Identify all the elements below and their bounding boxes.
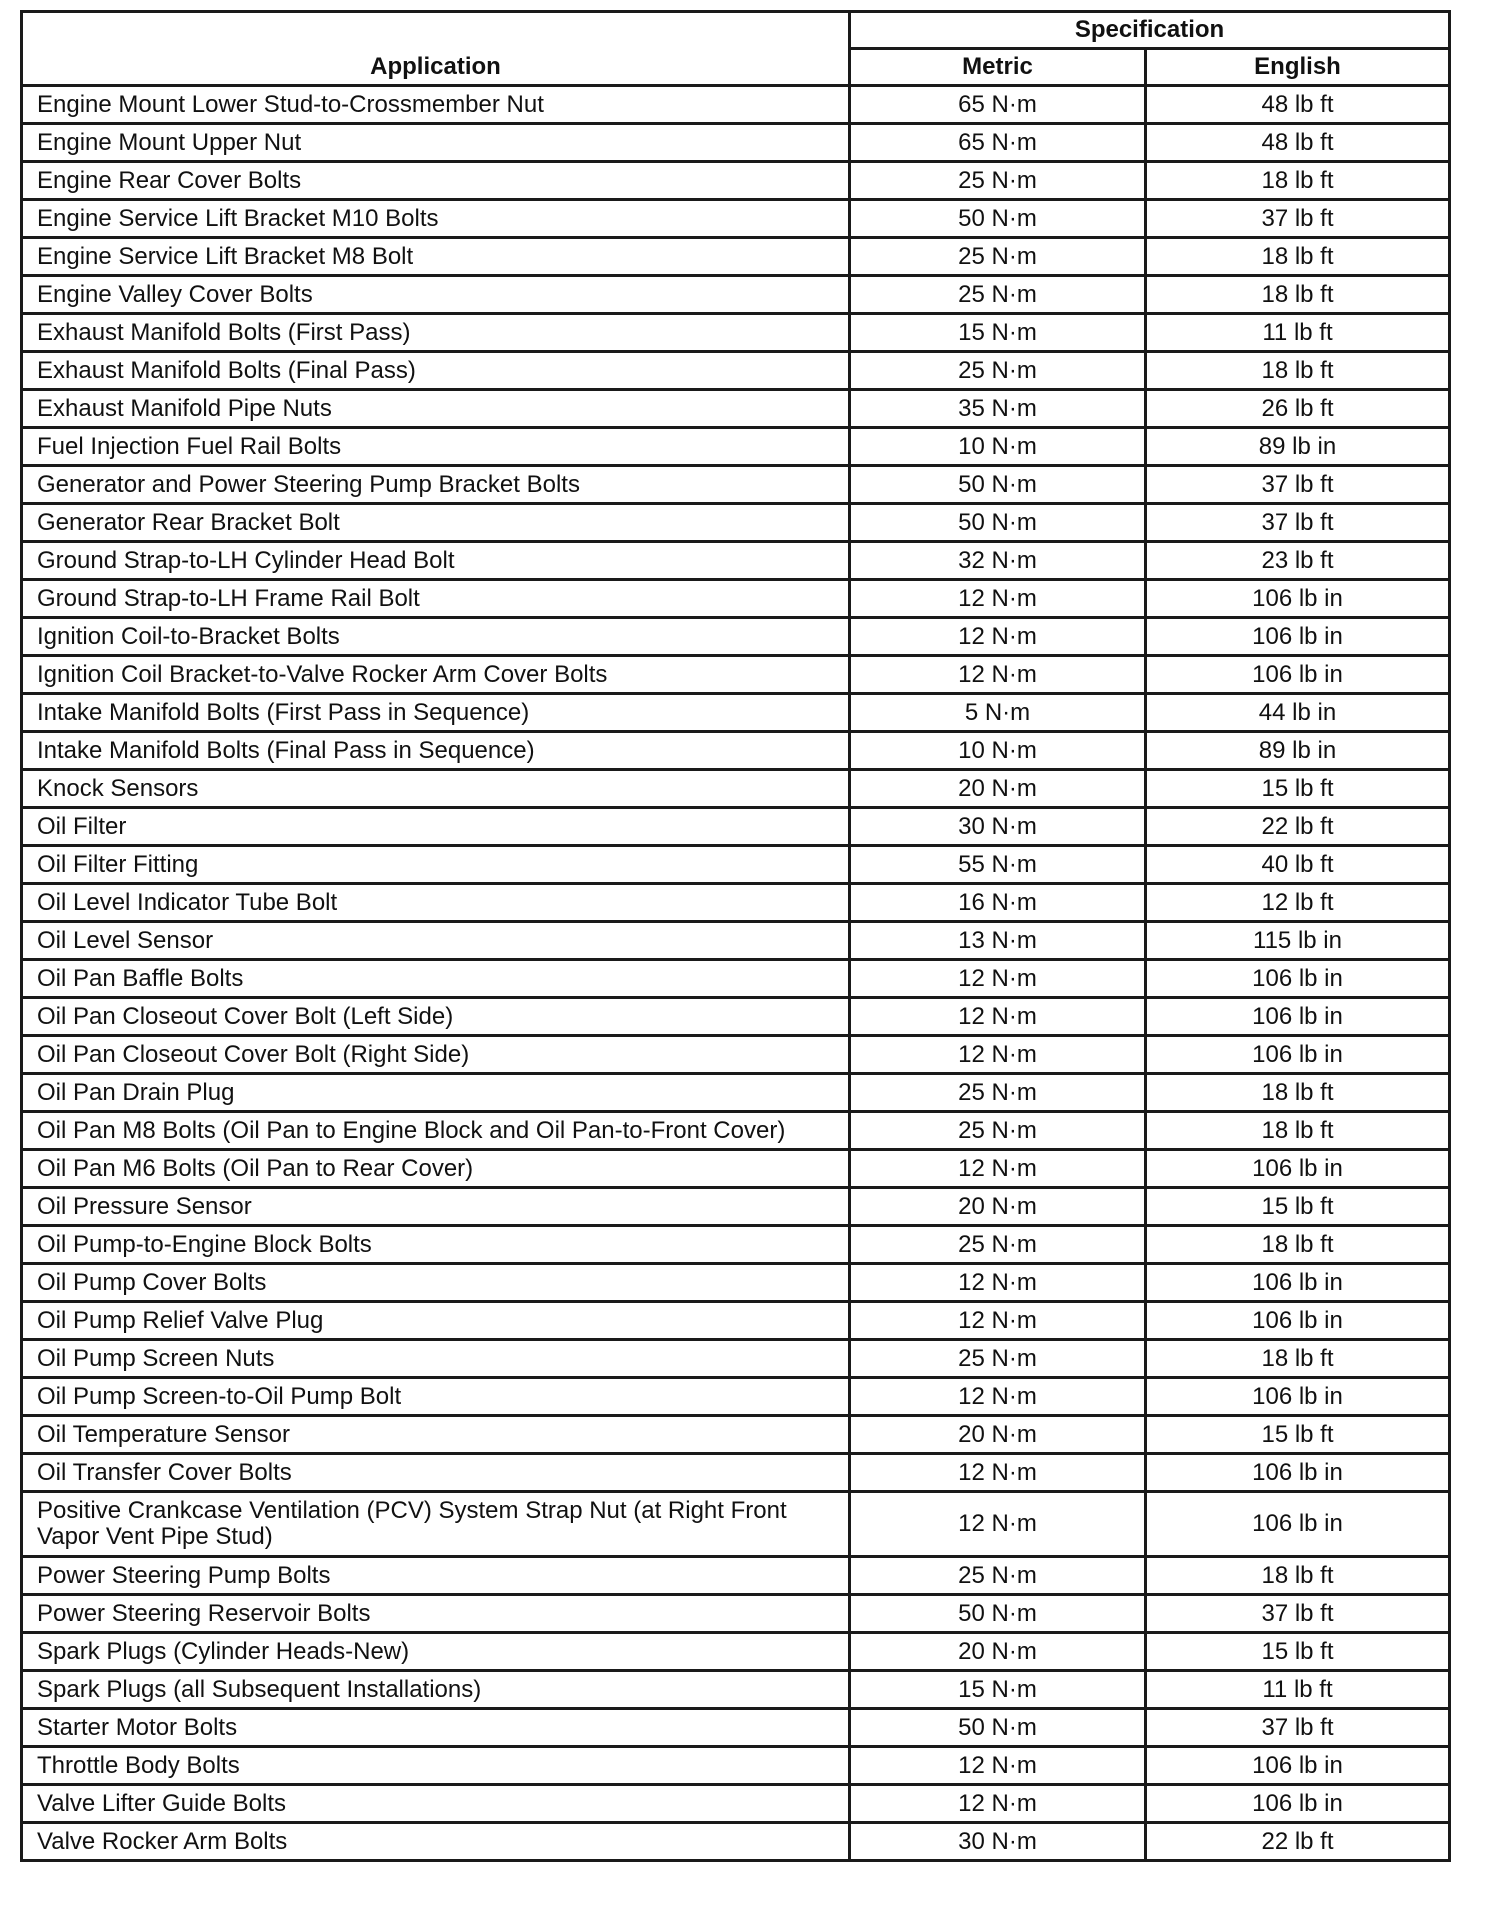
- english-cell: 37 lb ft: [1146, 1595, 1450, 1633]
- english-cell: 37 lb ft: [1146, 1709, 1450, 1747]
- metric-cell: 20 N·m: [850, 1416, 1146, 1454]
- table-row: [22, 1416, 1450, 1454]
- application-cell: Engine Mount Lower Stud-to-Crossmember Nut: [22, 86, 850, 124]
- english-cell: 106 lb in: [1146, 1747, 1450, 1785]
- english-cell: 106 lb in: [1146, 998, 1450, 1036]
- metric-cell: 25 N·m: [850, 1112, 1146, 1150]
- metric-cell: 50 N·m: [850, 1709, 1146, 1747]
- application-cell: Oil Filter Fitting: [22, 846, 850, 884]
- english-cell: 106 lb in: [1146, 1785, 1450, 1823]
- table-row: [22, 1112, 1450, 1150]
- metric-cell: 12 N·m: [850, 618, 1146, 656]
- table-row: [22, 1340, 1450, 1378]
- metric-cell: 12 N·m: [850, 656, 1146, 694]
- english-cell: 106 lb in: [1146, 1378, 1450, 1416]
- table-row: [22, 998, 1450, 1036]
- table-row: [22, 618, 1450, 656]
- application-header: Application: [22, 12, 850, 86]
- application-cell: Oil Pan M6 Bolts (Oil Pan to Rear Cover): [22, 1150, 850, 1188]
- table-row: [22, 352, 1450, 390]
- application-cell: Ignition Coil Bracket-to-Valve Rocker Arm Cover Bolts: [22, 656, 850, 694]
- table-row: [22, 1671, 1450, 1709]
- metric-cell: 15 N·m: [850, 314, 1146, 352]
- metric-cell: 12 N·m: [850, 1264, 1146, 1302]
- table-row: [22, 86, 1450, 124]
- english-cell: 89 lb in: [1146, 428, 1450, 466]
- metric-cell: 12 N·m: [850, 1492, 1146, 1557]
- english-cell: 37 lb ft: [1146, 504, 1450, 542]
- metric-cell: 12 N·m: [850, 1150, 1146, 1188]
- metric-cell: 25 N·m: [850, 1557, 1146, 1595]
- application-cell: Ground Strap-to-LH Cylinder Head Bolt: [22, 542, 850, 580]
- english-cell: 18 lb ft: [1146, 1074, 1450, 1112]
- table-row: [22, 1226, 1450, 1264]
- metric-cell: 65 N·m: [850, 86, 1146, 124]
- metric-cell: 25 N·m: [850, 352, 1146, 390]
- table-row: [22, 884, 1450, 922]
- english-cell: 15 lb ft: [1146, 770, 1450, 808]
- english-cell: 15 lb ft: [1146, 1188, 1450, 1226]
- english-cell: 23 lb ft: [1146, 542, 1450, 580]
- metric-cell: 35 N·m: [850, 390, 1146, 428]
- application-cell: Oil Pump Screen-to-Oil Pump Bolt: [22, 1378, 850, 1416]
- english-cell: 11 lb ft: [1146, 1671, 1450, 1709]
- table-row: [22, 580, 1450, 618]
- table-row: [22, 846, 1450, 884]
- table-row: [22, 162, 1450, 200]
- metric-cell: 50 N·m: [850, 466, 1146, 504]
- metric-cell: 20 N·m: [850, 1188, 1146, 1226]
- metric-cell: 15 N·m: [850, 1671, 1146, 1709]
- metric-cell: 50 N·m: [850, 504, 1146, 542]
- table-row: [22, 1823, 1450, 1861]
- metric-cell: 12 N·m: [850, 1454, 1146, 1492]
- table-row: [22, 808, 1450, 846]
- table-row: [22, 200, 1450, 238]
- english-cell: 40 lb ft: [1146, 846, 1450, 884]
- english-cell: 48 lb ft: [1146, 124, 1450, 162]
- english-cell: 37 lb ft: [1146, 200, 1450, 238]
- english-cell: 18 lb ft: [1146, 1557, 1450, 1595]
- table-row: [22, 960, 1450, 998]
- english-cell: 115 lb in: [1146, 922, 1450, 960]
- english-cell: 26 lb ft: [1146, 390, 1450, 428]
- metric-cell: 12 N·m: [850, 1378, 1146, 1416]
- english-cell: 106 lb in: [1146, 618, 1450, 656]
- table-row: [22, 656, 1450, 694]
- english-cell: 18 lb ft: [1146, 238, 1450, 276]
- metric-cell: 12 N·m: [850, 580, 1146, 618]
- english-cell: 106 lb in: [1146, 960, 1450, 998]
- metric-cell: 10 N·m: [850, 732, 1146, 770]
- english-cell: 12 lb ft: [1146, 884, 1450, 922]
- metric-cell: 25 N·m: [850, 162, 1146, 200]
- application-cell: Power Steering Reservoir Bolts: [22, 1595, 850, 1633]
- table-row: [22, 390, 1450, 428]
- application-cell: Valve Rocker Arm Bolts: [22, 1823, 850, 1861]
- application-cell: Oil Pan M8 Bolts (Oil Pan to Engine Block and Oil Pan-to-Front Cover): [22, 1112, 850, 1150]
- english-cell: 106 lb in: [1146, 580, 1450, 618]
- application-cell: Generator Rear Bracket Bolt: [22, 504, 850, 542]
- metric-cell: 25 N·m: [850, 1074, 1146, 1112]
- table-row: [22, 1633, 1450, 1671]
- metric-cell: 25 N·m: [850, 238, 1146, 276]
- application-cell: Engine Mount Upper Nut: [22, 124, 850, 162]
- table-row: [22, 542, 1450, 580]
- application-cell: Oil Pump-to-Engine Block Bolts: [22, 1226, 850, 1264]
- metric-cell: 25 N·m: [850, 276, 1146, 314]
- metric-cell: 50 N·m: [850, 200, 1146, 238]
- application-cell: Starter Motor Bolts: [22, 1709, 850, 1747]
- metric-cell: 20 N·m: [850, 770, 1146, 808]
- table-row: [22, 1264, 1450, 1302]
- table-row: [22, 1747, 1450, 1785]
- application-cell: Intake Manifold Bolts (Final Pass in Sequence): [22, 732, 850, 770]
- application-cell: Oil Pump Relief Valve Plug: [22, 1302, 850, 1340]
- application-cell: Power Steering Pump Bolts: [22, 1557, 850, 1595]
- metric-cell: 55 N·m: [850, 846, 1146, 884]
- table-row: [22, 314, 1450, 352]
- english-cell: 44 lb in: [1146, 694, 1450, 732]
- english-cell: 18 lb ft: [1146, 276, 1450, 314]
- table-row: [22, 466, 1450, 504]
- table-row: [22, 428, 1450, 466]
- application-cell: Exhaust Manifold Bolts (First Pass): [22, 314, 850, 352]
- table-row: [22, 1709, 1450, 1747]
- english-cell: 106 lb in: [1146, 1036, 1450, 1074]
- metric-cell: 12 N·m: [850, 960, 1146, 998]
- table-header: [22, 12, 1450, 86]
- metric-cell: 50 N·m: [850, 1595, 1146, 1633]
- table-row: [22, 1557, 1450, 1595]
- application-cell: Oil Pan Closeout Cover Bolt (Right Side): [22, 1036, 850, 1074]
- english-cell: 22 lb ft: [1146, 808, 1450, 846]
- application-cell: Valve Lifter Guide Bolts: [22, 1785, 850, 1823]
- table-row: [22, 1036, 1450, 1074]
- table-row: [22, 732, 1450, 770]
- table-row: [22, 1378, 1450, 1416]
- torque-spec-table: [20, 10, 1451, 1862]
- table-row: [22, 922, 1450, 960]
- metric-cell: 13 N·m: [850, 922, 1146, 960]
- metric-cell: 5 N·m: [850, 694, 1146, 732]
- english-header: English: [1146, 49, 1450, 86]
- application-cell: Oil Level Sensor: [22, 922, 850, 960]
- application-cell: Oil Level Indicator Tube Bolt: [22, 884, 850, 922]
- application-cell: Spark Plugs (all Subsequent Installations): [22, 1671, 850, 1709]
- application-cell: Intake Manifold Bolts (First Pass in Sequence): [22, 694, 850, 732]
- english-cell: 106 lb in: [1146, 656, 1450, 694]
- specification-header: Specification: [850, 12, 1450, 49]
- table-row: [22, 1302, 1450, 1340]
- application-cell: Oil Pump Cover Bolts: [22, 1264, 850, 1302]
- application-cell: Engine Valley Cover Bolts: [22, 276, 850, 314]
- english-cell: 18 lb ft: [1146, 352, 1450, 390]
- application-cell: Exhaust Manifold Pipe Nuts: [22, 390, 850, 428]
- application-cell: Oil Pan Closeout Cover Bolt (Left Side): [22, 998, 850, 1036]
- application-cell: Oil Temperature Sensor: [22, 1416, 850, 1454]
- application-cell: Oil Pan Drain Plug: [22, 1074, 850, 1112]
- english-cell: 106 lb in: [1146, 1150, 1450, 1188]
- application-cell: Oil Pump Screen Nuts: [22, 1340, 850, 1378]
- table-row: [22, 1454, 1450, 1492]
- metric-cell: 12 N·m: [850, 1036, 1146, 1074]
- english-cell: 106 lb in: [1146, 1492, 1450, 1557]
- english-cell: 37 lb ft: [1146, 466, 1450, 504]
- metric-cell: 12 N·m: [850, 1302, 1146, 1340]
- application-cell: Engine Service Lift Bracket M10 Bolts: [22, 200, 850, 238]
- application-cell: Engine Rear Cover Bolts: [22, 162, 850, 200]
- english-cell: 15 lb ft: [1146, 1416, 1450, 1454]
- metric-cell: 12 N·m: [850, 1785, 1146, 1823]
- application-cell: Positive Crankcase Ventilation (PCV) System Strap Nut (at Right Front Vapor Vent Pipe Stud): [22, 1492, 850, 1557]
- application-cell: Oil Pan Baffle Bolts: [22, 960, 850, 998]
- application-cell: Engine Service Lift Bracket M8 Bolt: [22, 238, 850, 276]
- english-cell: 18 lb ft: [1146, 162, 1450, 200]
- table-row: [22, 238, 1450, 276]
- table-row: [22, 276, 1450, 314]
- header-row-top: [22, 12, 1450, 49]
- application-cell: Generator and Power Steering Pump Bracket Bolts: [22, 466, 850, 504]
- application-cell: Ground Strap-to-LH Frame Rail Bolt: [22, 580, 850, 618]
- table-row: [22, 1074, 1450, 1112]
- metric-header: Metric: [850, 49, 1146, 86]
- application-cell: Fuel Injection Fuel Rail Bolts: [22, 428, 850, 466]
- metric-cell: 65 N·m: [850, 124, 1146, 162]
- english-cell: 89 lb in: [1146, 732, 1450, 770]
- english-cell: 106 lb in: [1146, 1454, 1450, 1492]
- application-cell: Oil Transfer Cover Bolts: [22, 1454, 850, 1492]
- metric-cell: 25 N·m: [850, 1340, 1146, 1378]
- table-row: [22, 1150, 1450, 1188]
- table-row: [22, 1595, 1450, 1633]
- english-cell: 18 lb ft: [1146, 1226, 1450, 1264]
- application-cell: Oil Pressure Sensor: [22, 1188, 850, 1226]
- table-row: [22, 694, 1450, 732]
- application-cell: Exhaust Manifold Bolts (Final Pass): [22, 352, 850, 390]
- english-cell: 48 lb ft: [1146, 86, 1450, 124]
- english-cell: 22 lb ft: [1146, 1823, 1450, 1861]
- english-cell: 11 lb ft: [1146, 314, 1450, 352]
- table-row: [22, 504, 1450, 542]
- english-cell: 18 lb ft: [1146, 1340, 1450, 1378]
- table-row: [22, 1785, 1450, 1823]
- metric-cell: 12 N·m: [850, 1747, 1146, 1785]
- metric-cell: 20 N·m: [850, 1633, 1146, 1671]
- metric-cell: 16 N·m: [850, 884, 1146, 922]
- metric-cell: 30 N·m: [850, 1823, 1146, 1861]
- english-cell: 18 lb ft: [1146, 1112, 1450, 1150]
- table-row: [22, 124, 1450, 162]
- english-cell: 106 lb in: [1146, 1302, 1450, 1340]
- metric-cell: 12 N·m: [850, 998, 1146, 1036]
- table-body: [22, 86, 1450, 1861]
- application-cell: Throttle Body Bolts: [22, 1747, 850, 1785]
- application-cell: Knock Sensors: [22, 770, 850, 808]
- metric-cell: 32 N·m: [850, 542, 1146, 580]
- table-row: [22, 1492, 1450, 1557]
- application-cell: Ignition Coil-to-Bracket Bolts: [22, 618, 850, 656]
- application-cell: Spark Plugs (Cylinder Heads-New): [22, 1633, 850, 1671]
- table-row: [22, 770, 1450, 808]
- table-row: [22, 1188, 1450, 1226]
- english-cell: 106 lb in: [1146, 1264, 1450, 1302]
- metric-cell: 10 N·m: [850, 428, 1146, 466]
- metric-cell: 25 N·m: [850, 1226, 1146, 1264]
- metric-cell: 30 N·m: [850, 808, 1146, 846]
- english-cell: 15 lb ft: [1146, 1633, 1450, 1671]
- application-cell: Oil Filter: [22, 808, 850, 846]
